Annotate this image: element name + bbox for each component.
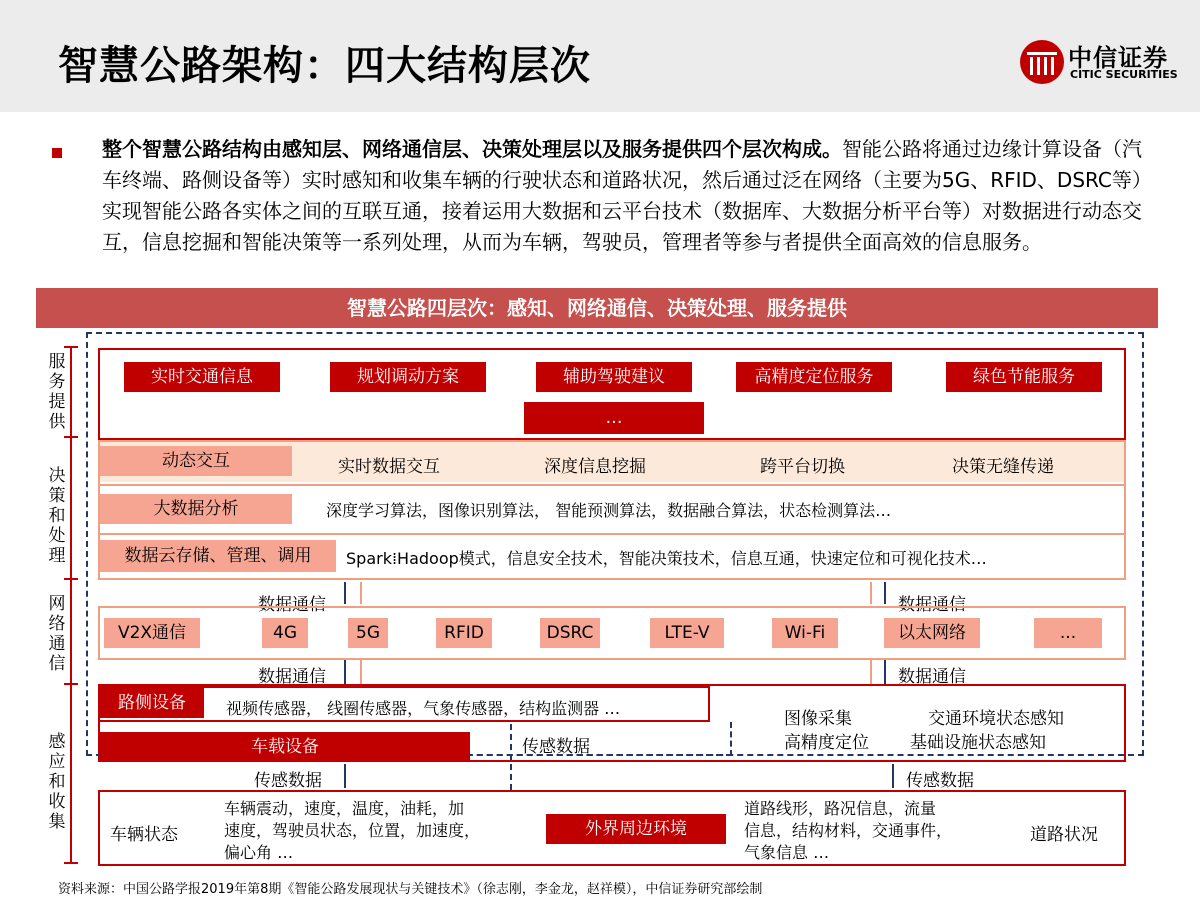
decision-divider	[100, 533, 1124, 535]
flow-label-lower-right: 数据通信	[898, 667, 966, 687]
vehicle-details-line: 偏心角 …	[224, 843, 294, 862]
logo-text-cn: 中信证券	[1068, 44, 1168, 72]
decision-row1-item: 跨平台切换	[760, 457, 845, 477]
side-tick	[64, 683, 78, 685]
side-label-decision: 决策和处理	[48, 466, 66, 566]
side-tick	[64, 346, 78, 348]
decision-row1-item: 深度信息挖掘	[544, 457, 646, 477]
vehicle-details-line: 车辆震动，速度，温度，油耗，加	[224, 799, 465, 818]
flow-arrow-up-left	[344, 582, 346, 604]
citic-logo	[1018, 36, 1188, 92]
side-tick	[64, 436, 78, 438]
decision-row1-label: 动态交互	[100, 446, 292, 476]
flow-arrow-up-left	[344, 764, 346, 788]
decision-row1-item: 实时数据交互	[338, 457, 440, 477]
network-item: V2X通信	[104, 618, 200, 648]
diagram-banner: 智慧公路四层次：感知、网络通信、决策处理、服务提供	[36, 288, 1158, 328]
network-item: 以太网络	[884, 618, 980, 648]
service-item: 辅助驾驶建议	[536, 362, 692, 392]
flow-label-upper-right: 数据通信	[898, 595, 966, 615]
sensing-right-item: 图像采集	[784, 709, 852, 729]
sensing-right-item: 交通环境状态感知	[928, 709, 1064, 729]
flow-label-upper-left: 数据通信	[258, 595, 326, 615]
road-details-line: 气象信息 …	[744, 843, 830, 862]
side-tick	[64, 862, 78, 864]
service-item: 绿色节能服务	[946, 362, 1102, 392]
network-item: LTE-V	[650, 618, 724, 648]
decision-divider	[100, 484, 1124, 486]
footer-source: 资料来源：中国公路学报2019年第8期《智能公路发展现状与关键技术》（徐志刚，李金龙，赵祥模），中信证券研究部绘制	[58, 882, 763, 897]
intro-bold: 整个智慧公路结构由感知层、网络通信层、决策处理层以及服务提供四个层次构成。	[102, 137, 842, 161]
flow-arrow-down-right	[884, 582, 886, 604]
intro-rest: 智能公路将通过边缘计算设备（汽车终端、路侧设备等）实时感知和收集车辆的行驶状态和道路状况，然后通过泛在网络（主要为5G、RFID、DSRC等）实现智能公路各实体之间的互联互通，接着运用大数据和云平台技术（数据库、大数据分析平台等）对数据进行动态交互，信息挖掘和智能决策等一系列处理，从而为车辆，驾驶员，管理者等参与者提供全面高效的信息服务。	[102, 137, 1152, 254]
network-item: RFID	[436, 618, 492, 648]
side-label-sensing: 感应和收集	[48, 732, 66, 832]
flow-arrow-up-right	[870, 582, 872, 604]
dashed-connector	[510, 724, 512, 790]
logo-text-en: CITIC SECURITIES	[1070, 68, 1178, 81]
flow-label-lower-left: 数据通信	[258, 667, 326, 687]
decision-row3-text: Spark⁞Hadoop模式，信息安全技术，智能决策技术，信息互通，快速定位和可视化技术…	[346, 549, 987, 568]
service-item: 实时交通信息	[124, 362, 280, 392]
network-item: DSRC	[540, 618, 600, 648]
road-details-line: 信息，结构材料，交通事件，	[744, 821, 953, 840]
road-details-line: 道路线形，路况信息，流量	[744, 799, 937, 818]
network-item: 4G	[262, 618, 308, 648]
sensing-data-right: 传感数据	[906, 771, 974, 791]
sensing-data-left: 传感数据	[254, 771, 322, 791]
service-item: 规划调动方案	[330, 362, 486, 392]
network-item: Wi-Fi	[772, 618, 838, 648]
decision-row1-item: 决策无缝传递	[952, 457, 1054, 477]
sensing-right-item: 高精度定位	[784, 733, 869, 753]
citic-logo-icon	[1018, 38, 1066, 86]
flow-arrow-up-right	[892, 764, 894, 788]
sensing-right-item: 基础设施状态感知	[910, 733, 1046, 753]
intro-paragraph	[102, 134, 1152, 258]
vehicle-details-line: 速度，驾驶员状态，位置，加速度，	[224, 821, 481, 840]
side-label-service: 服务提供	[48, 352, 66, 432]
environment-label: 外界周边环境	[546, 814, 726, 844]
network-item: 5G	[348, 618, 388, 648]
bullet-square-icon	[52, 148, 62, 158]
side-tick	[64, 578, 78, 580]
flow-arrow-down-right	[884, 660, 886, 684]
side-axis-line	[70, 348, 72, 864]
roadside-label: 路侧设备	[100, 688, 204, 718]
flow-arrow-down-left	[360, 660, 362, 684]
decision-row3-label: 数据云存储、管理、调用	[100, 540, 336, 572]
roadside-text: 视频传感器， 线圈传感器，气象传感器，结构监测器 …	[226, 699, 621, 718]
vehicle-status: 车辆状态	[110, 825, 178, 845]
service-more: …	[524, 402, 704, 434]
decision-row2-label: 大数据分析	[100, 494, 292, 524]
page-title: 智慧公路架构：四大结构层次	[58, 43, 591, 89]
side-label-network: 网络通信	[48, 594, 66, 674]
flow-arrow-down-left	[360, 582, 362, 604]
sensing-data-inner: 传感数据	[522, 737, 590, 757]
road-status: 道路状况	[1030, 825, 1098, 845]
flow-arrow-up-left	[344, 660, 346, 684]
flow-arrow-up-right	[870, 660, 872, 684]
vehicle-label: 车载设备	[100, 732, 470, 762]
decision-row2-text: 深度学习算法，图像识别算法， 智能预测算法，数据融合算法，状态检测算法…	[326, 501, 892, 520]
service-item: 高精度定位服务	[736, 362, 892, 392]
network-item: ...	[1034, 618, 1102, 648]
